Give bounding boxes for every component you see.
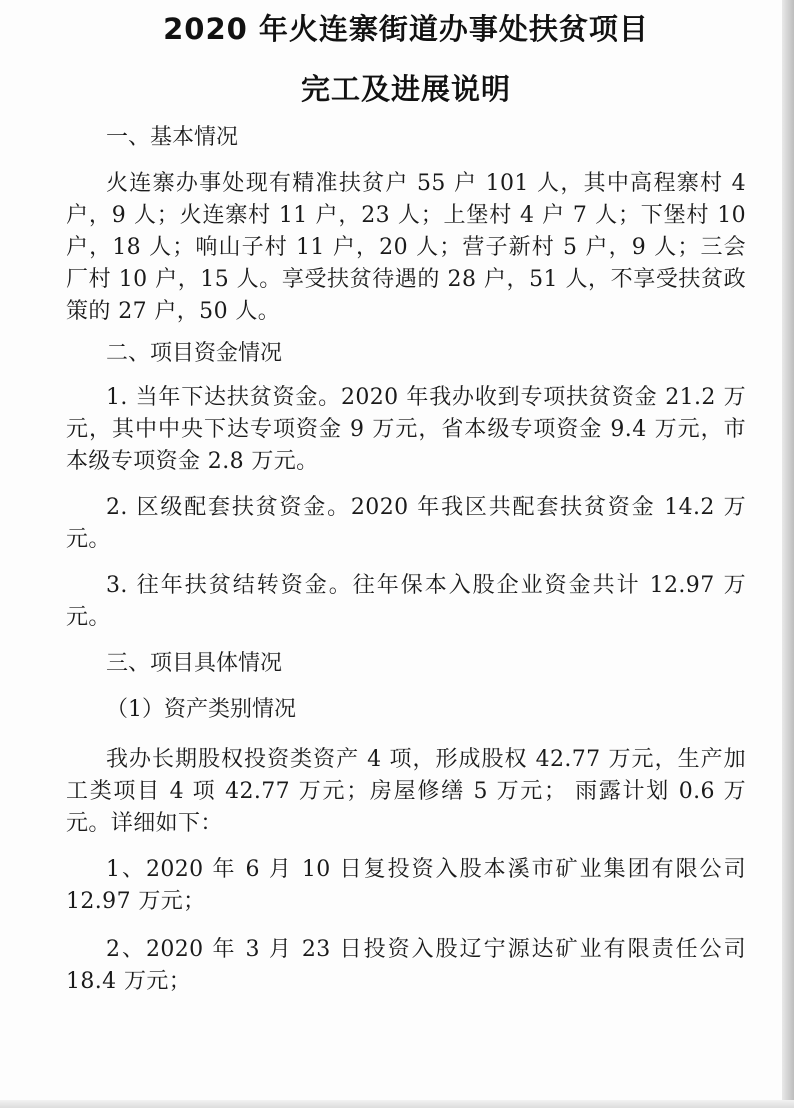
section-1-paragraph: 火连寨办事处现有精准扶贫户 55 户 101 人，其中高程寨村 4 户，9 人；火连寨村 11 户，23 人；上堡村 4 户 7 人；下堡村 10 户，18 人；响山子村 11 户，20 人；营子新村 5 户，9 人；三会厂村 10 户，15 人。享受扶贫待遇的 28 户，51 人，不享受扶贫政策的 27 户，50 人。 xyxy=(66,171,746,324)
section-2-item-1: 1. 当年下达扶贫资金。2020 年我办收到专项扶贫资金 21.2 万元，其中中央下达专项资金 9 万元，省本级专项资金 9.4 万元，市本级专项资金 2.8 万元。 xyxy=(66,385,746,474)
section-1-heading: 一、基本情况 xyxy=(106,125,239,150)
section-3-paragraph: 我办长期股权投资类资产 4 项，形成股权 42.77 万元，生产加工类项目 4 项 42.77 万元；房屋修缮 5 万元； 雨露计划 0.6 万元。详细如下： xyxy=(66,747,746,836)
section-2-item-2: 2. 区级配套扶贫资金。2020 年我区共配套扶贫资金 14.2 万元。 xyxy=(66,495,746,552)
section-2-heading: 二、项目资金情况 xyxy=(106,341,283,366)
document-body xyxy=(66,0,746,998)
section-3-item-1: 1、2020 年 6 月 10 日复投资入股本溪市矿业集团有限公司 12.97 万元； xyxy=(66,857,746,914)
section-3-heading: 三、项目具体情况 xyxy=(106,651,283,676)
document-title-line1: 2020 年火连寨街道办事处扶贫项目 xyxy=(163,12,649,46)
scan-shadow-right xyxy=(782,0,794,1108)
section-3-subheading-1: （1）资产类别情况 xyxy=(106,697,296,722)
section-3-item-2: 2、2020 年 3 月 23 日投资入股辽宁源达矿业有限责任公司 18.4 万元； xyxy=(66,937,746,994)
document-title-line2: 完工及进展说明 xyxy=(300,72,511,106)
section-2-item-3: 3. 往年扶贫结转资金。往年保本入股企业资金共计 12.97 万元。 xyxy=(66,573,746,630)
scan-shadow-bottom xyxy=(0,1100,794,1108)
